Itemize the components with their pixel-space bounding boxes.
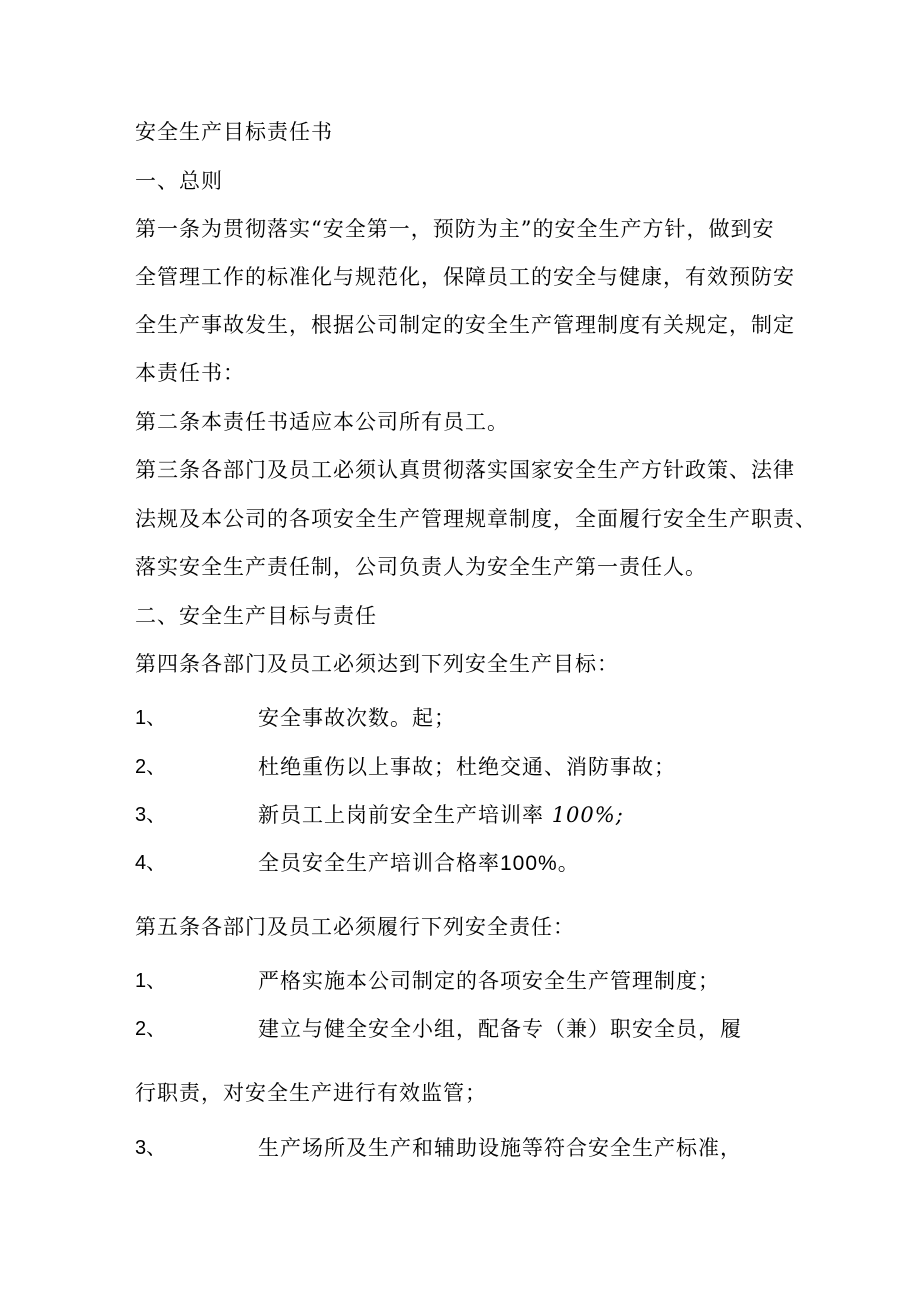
goal-4 [258, 848, 580, 879]
article-1-line-1: 第一条为贯彻落实“安全第一，预防为主”的安全生产方针，做到安 [135, 217, 775, 241]
goal-4-number: 4、 [135, 852, 167, 874]
goal-3-number: 3、 [135, 804, 167, 826]
duty-2-number: 2、 [135, 1018, 167, 1040]
duty-1-number: 1、 [135, 970, 167, 992]
article-3-line-1: 第三条各部门及员工必须认真贯彻落实国家安全生产方针政策、法律 [135, 458, 795, 482]
duty-2-continuation: 行职责，对安全生产进行有效监管； [135, 1081, 487, 1105]
section-heading-goals: 二、安全生产目标与责任 [135, 604, 377, 628]
goal-4-rate: 100% [500, 852, 558, 875]
article-4-intro: 第四条各部门及员工必须达到下列安全生产目标： [135, 652, 619, 676]
duty-1-text: 严格实施本公司制定的各项安全生产管理制度； [258, 969, 720, 993]
article-3-line-2: 法规及本公司的各项安全生产管理规章制度，全面履行安全生产职责、 [135, 507, 817, 531]
goal-1-number: 1、 [135, 707, 167, 729]
section-heading-general: 一、总则 [135, 169, 223, 193]
goal-1-text: 安全事故次数。起； [258, 706, 456, 730]
goal-2-text: 杜绝重伤以上事故；杜绝交通、消防事故； [258, 755, 676, 779]
article-1-line-4: 本责任书： [135, 361, 245, 385]
article-1-line-2: 全管理工作的标准化与规范化，保障员工的安全与健康，有效预防安 [135, 265, 795, 289]
goal-4-text: 全员安全生产培训合格率 [258, 851, 500, 875]
goal-3 [258, 800, 624, 830]
article-1-line-3: 全生产事故发生，根据公司制定的安全生产管理制度有关规定，制定 [135, 313, 795, 337]
goal-2-number: 2、 [135, 756, 167, 778]
goal-4-end: 。 [557, 851, 580, 875]
goal-3-rate: 100%; [551, 803, 624, 827]
duty-2-text: 建立与健全安全小组，配备专（兼）职安全员，履 [258, 1017, 742, 1041]
article-5-intro: 第五条各部门及员工必须履行下列安全责任： [135, 915, 575, 939]
document-title: 安全生产目标责任书 [135, 120, 333, 144]
duty-3-text: 生产场所及生产和辅助设施等符合安全生产标准， [258, 1136, 742, 1160]
article-3-line-3: 落实安全生产责任制，公司负责人为安全生产第一责任人。 [135, 555, 707, 579]
duty-3-number: 3、 [135, 1137, 167, 1159]
goal-3-text: 新员工上岗前安全生产培训率 [258, 803, 544, 827]
article-2: 第二条本责任书适应本公司所有员工。 [135, 410, 509, 434]
